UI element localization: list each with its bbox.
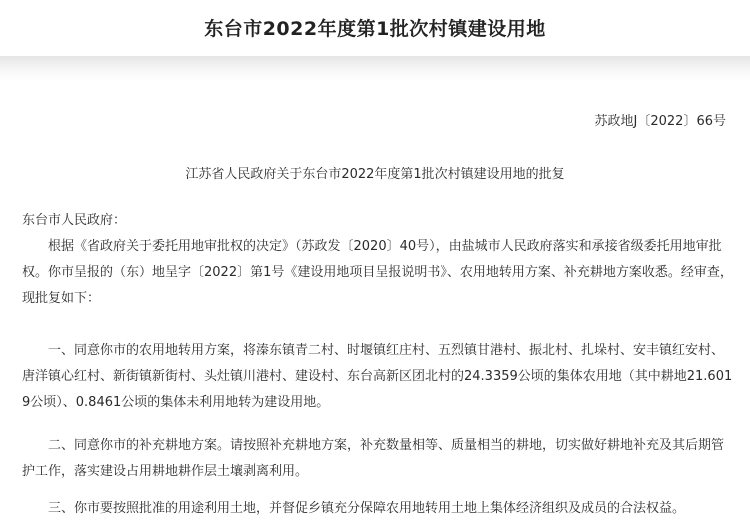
header-divider xyxy=(0,56,750,82)
paragraph-item-1: 一、同意你市的农用地转用方案，将溱东镇青二村、时堰镇红庄村、五烈镇甘港村、振北村、扎垛村、安丰镇红安村、唐洋镇心红村、新街镇新街村、头灶镇川港村、建设村、东台高新区团北村的24.3359公顷的集体农用地（其中耕地21.6019公顷）、0.8461公顷的集体未利用地转为建设用地。 xyxy=(22,343,733,410)
page-title: 东台市2022年度第1批次村镇建设用地 xyxy=(204,18,546,40)
paragraph-item-3: 三、你市要按照批准的用途利用土地，并督促乡镇充分保障农用地转用土地上集体经济组织及成员的合法权益。 xyxy=(48,501,686,516)
document-number: 苏政地J〔2022〕66号 xyxy=(594,114,726,129)
paragraph-basis: 根据《省政府关于委托用地审批权的决定》（苏政发〔2020〕40号），由盐城市人民政府落实和承接省级委托用地审批权。你市呈报的（东）地呈字〔2022〕第1号《建设用地项目呈报说明书》、农用地转用方案、补充耕地方案收悉。经审查，现批复如下： xyxy=(22,239,733,306)
paragraph-item-2: 二、同意你市的补充耕地方案。请按照补充耕地方案，补充数量相等、质量相当的耕地，切实做好耕地补充及其后期管护工作，落实建设占用耕地耕作层土壤剥离利用。 xyxy=(22,438,725,479)
reply-title: 江苏省人民政府关于东台市2022年度第1批次村镇建设用地的批复 xyxy=(185,167,565,182)
addressee: 东台市人民政府： xyxy=(22,213,127,228)
